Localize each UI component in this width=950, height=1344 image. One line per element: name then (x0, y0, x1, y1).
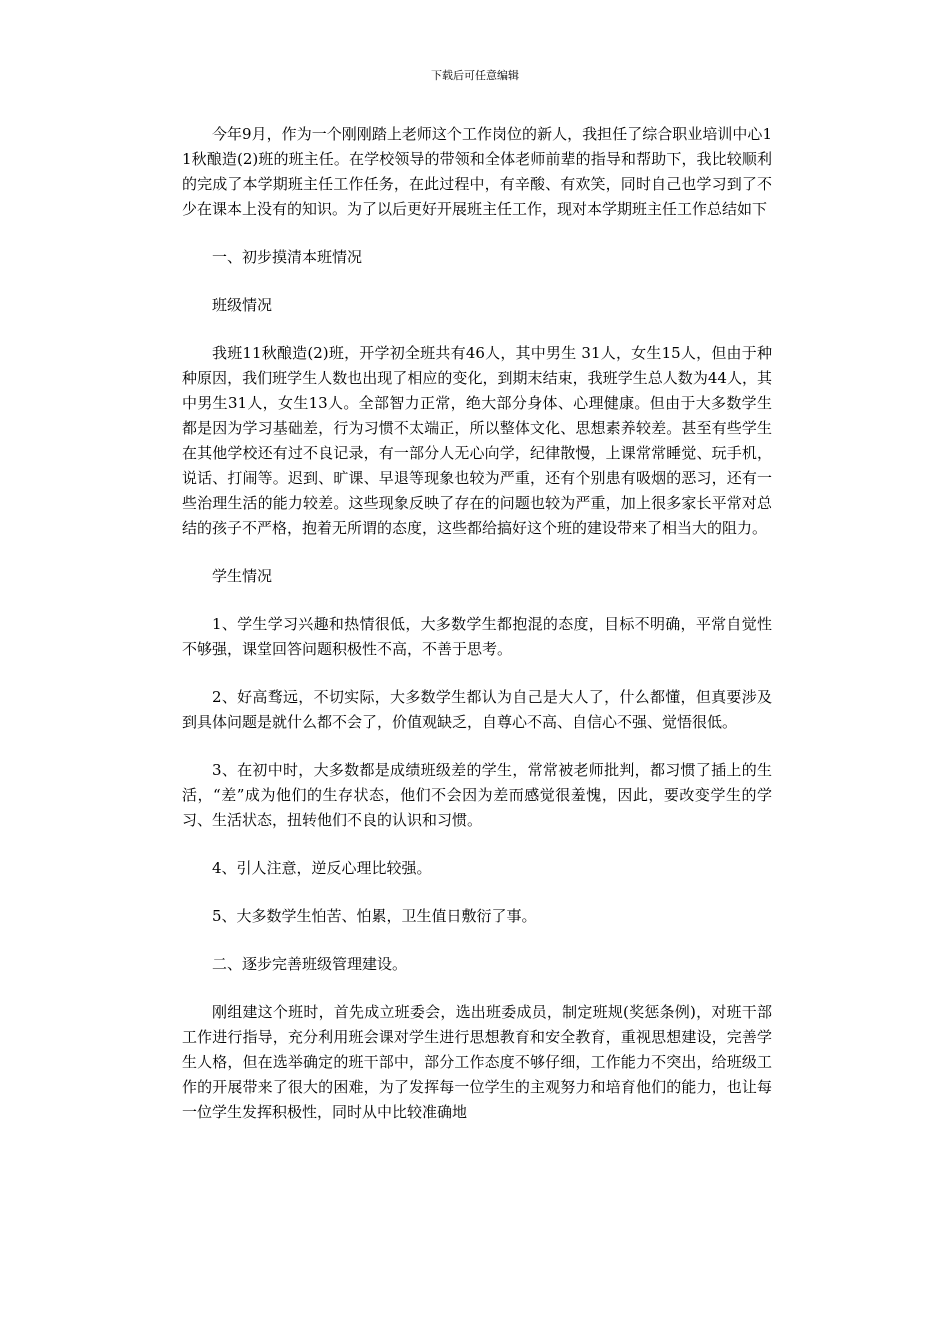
management-paragraph: 刚组建这个班时，首先成立班委会，选出班委成员，制定班规(奖惩条例)，对班干部工作进行指导，充分利用班会课对学生进行思想教育和安全教育，重视思想建设，完善学生人格，但在选举确定的班干部中，部分工作态度不够仔细，工作能力不突出，给班级工作的开展带来了很大的困难，为了发挥每一位学生的主观努力和培育他们的能力，也让每一位学生发挥积极性，同时从中比较准确地 (182, 1003, 772, 1121)
class-situation-paragraph: 我班11秋酿造(2)班，开学初全班共有46人，其中男生 31人，女生15人，但由于种种原因，我们班学生人数也出现了相应的变化，到期末结束，我班学生总人数为44人，其中男生31人，女生13人。全部智力正常，绝大部分身体、心理健康。但由于大多数学生都是因为学习基础差，行为习惯不太端正，所以整体文化、思想素养较差。甚至有些学生在其他学校还有过不良记录，有一部分人无心向学，纪律散慢，上课常常睡觉、玩手机，说话、打闹等。迟到、旷课、早退等现象也较为严重，还有个别患有吸烟的恶习，还有一些治理生活的能力较差。这些现象反映了存在的问题也较为严重，加上很多家长平常对总结的孩子不严格，抱着无所谓的态度，这些都给搞好这个班的建设带来了相当大的阻力。 (182, 344, 772, 537)
student-point-1: 1、学生学习兴趣和热情很低，大多数学生都抱混的态度，目标不明确，平常自觉性不够强，课堂回答问题积极性不高，不善于思考。 (182, 615, 772, 658)
student-point-3: 3、在初中时，大多数都是成绩班级差的学生，常常被老师批判，都习惯了插上的生活，“差”成为他们的生存状态，他们不会因为差而感觉很羞愧，因此，要改变学生的学习、生活状态，扭转他们不良的认识和习惯。 (182, 761, 772, 829)
document-body (182, 122, 772, 1125)
subheading-student-situation: 学生情况 (212, 567, 273, 585)
section-heading-2: 二、逐步完善班级管理建设。 (212, 955, 408, 973)
subheading-class-situation: 班级情况 (212, 296, 273, 314)
student-point-4: 4、引人注意，逆反心理比较强。 (212, 859, 432, 877)
page-header: 下载后可任意编辑 (431, 69, 519, 82)
intro-paragraph: 今年9月，作为一个刚刚踏上老师这个工作岗位的新人，我担任了综合职业培训中心11秋酿造(2)班的班主任。在学校领导的带领和全体老师前辈的指导和帮助下，我比较顺利的完成了本学期班主任工作任务，在此过程中，有辛酸、有欢笑，同时自己也学习到了不少在课本上没有的知识。为了以后更好开展班主任工作，现对本学期班主任工作总结如下 (182, 125, 772, 218)
student-point-2: 2、好高骛远，不切实际，大多数学生都认为自己是大人了，什么都懂，但真要涉及到具体问题是就什么都不会了，价值观缺乏，自尊心不高、自信心不强、觉悟很低。 (182, 688, 772, 731)
student-point-5: 5、大多数学生怕苦、怕累，卫生值日敷衍了事。 (212, 907, 537, 925)
section-heading-1: 一、初步摸清本班情况 (212, 248, 363, 266)
